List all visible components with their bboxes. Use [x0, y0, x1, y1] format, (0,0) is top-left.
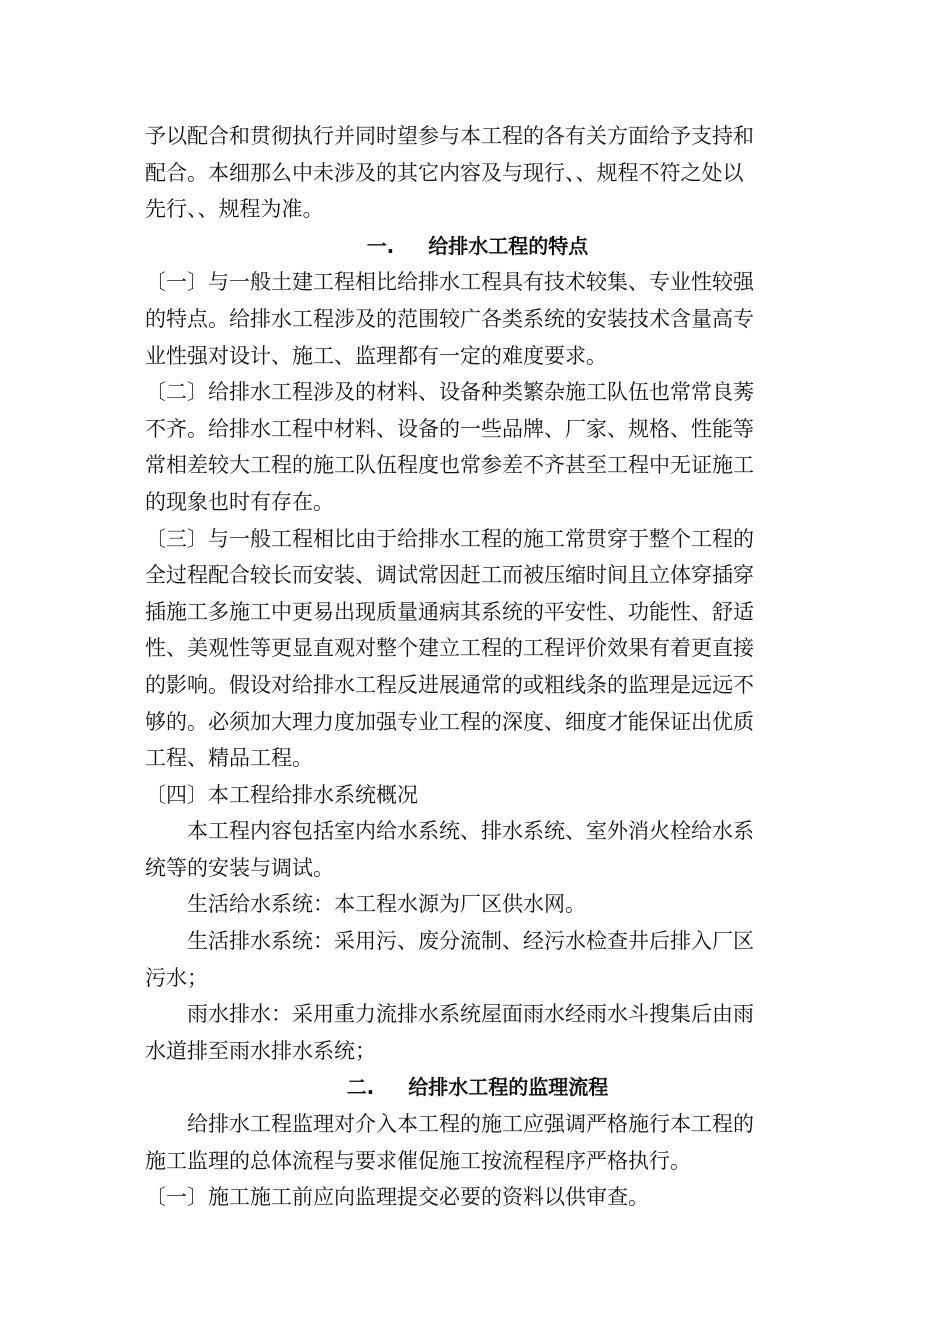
- body-line: 统等的安装与调试。: [145, 855, 334, 880]
- body-line: 给排水工程监理对介入本工程的施工应强调严格施行本工程的: [187, 1112, 754, 1137]
- document-page: [145, 118, 810, 1216]
- body-line: 〔三〕与一般工程相比由于给排水工程的施工常贯穿于整个工程的: [145, 526, 754, 551]
- body-line: 业性强对设计、施工、监理都有一定的难度要求。: [145, 343, 607, 368]
- section-heading-1: [145, 228, 810, 265]
- body-line: 不齐。给排水工程中材料、设备的一些品牌、厂家、规格、性能等: [145, 416, 754, 441]
- body-line: 常相差较大工程的施工队伍程度也常参差不齐甚至工程中无证施工: [145, 453, 754, 478]
- body-line: 〔一〕与一般土建工程相比给排水工程具有技术较集、专业性较强: [145, 270, 754, 295]
- body-line: 生活排水系统：采用污、废分流制、经污水检查井后排入厂区: [187, 929, 754, 954]
- body-line: 的特点。给排水工程涉及的范围较广各类系统的安装技术含量高专: [145, 306, 754, 331]
- body-line: 〔二〕给排水工程涉及的材料、设备种类繁杂施工队伍也常常良莠: [145, 380, 754, 405]
- body-line: 的现象也时有存在。: [145, 489, 334, 514]
- body-line: 的影响。假设对给排水工程反进展通常的或粗线条的监理是远远不: [145, 672, 754, 697]
- body-line: 性、美观性等更显直观对整个建立工程的工程评价效果有着更直接: [145, 636, 754, 661]
- body-line: 生活给水系统：本工程水源为厂区供水网。: [187, 892, 586, 917]
- section-heading-2: [145, 1069, 810, 1106]
- body-line: 施工监理的总体流程与要求催促施工按流程程序严格执行。: [145, 1148, 691, 1173]
- subsection-heading: 〔四〕本工程给排水系统概况: [145, 782, 418, 807]
- body-line: 够的。必须加大理力度加强专业工程的深度、细度才能保证出优质: [145, 709, 754, 734]
- body-line: 全过程配合较长而安装、调试常因赶工而被压缩时间且立体穿插穿: [145, 563, 754, 588]
- body-line: 雨水排水：采用重力流排水系统屋面雨水经雨水斗搜集后由雨: [187, 1002, 754, 1027]
- body-line: 先行、、规程为准。: [145, 197, 324, 222]
- section-number: 二.: [346, 1075, 375, 1100]
- section-title: 给排水工程的特点: [428, 233, 589, 258]
- body-line: 工程、精品工程。: [145, 746, 313, 771]
- body-line: 水道排至雨水排水系统；: [145, 1038, 376, 1063]
- body-line: 本工程内容包括室内给水系统、排水系统、室外消火栓给水系: [187, 819, 754, 844]
- body-line: 插施工多施工中更易出现质量通病其系统的平安性、功能性、舒适: [145, 599, 754, 624]
- body-line: 〔一〕施工施工前应向监理提交必要的资料以供审查。: [145, 1185, 649, 1210]
- body-line: 予以配合和贯彻执行并同时望参与本工程的各有关方面给予支持和: [145, 124, 754, 148]
- body-line: 配合。本细那么中未涉及的其它内容及与现行、、规程不符之处以: [145, 160, 744, 185]
- body-line: 污水；: [145, 965, 208, 990]
- section-title: 给排水工程的监理流程: [408, 1075, 609, 1100]
- section-number: 一.: [366, 233, 395, 258]
